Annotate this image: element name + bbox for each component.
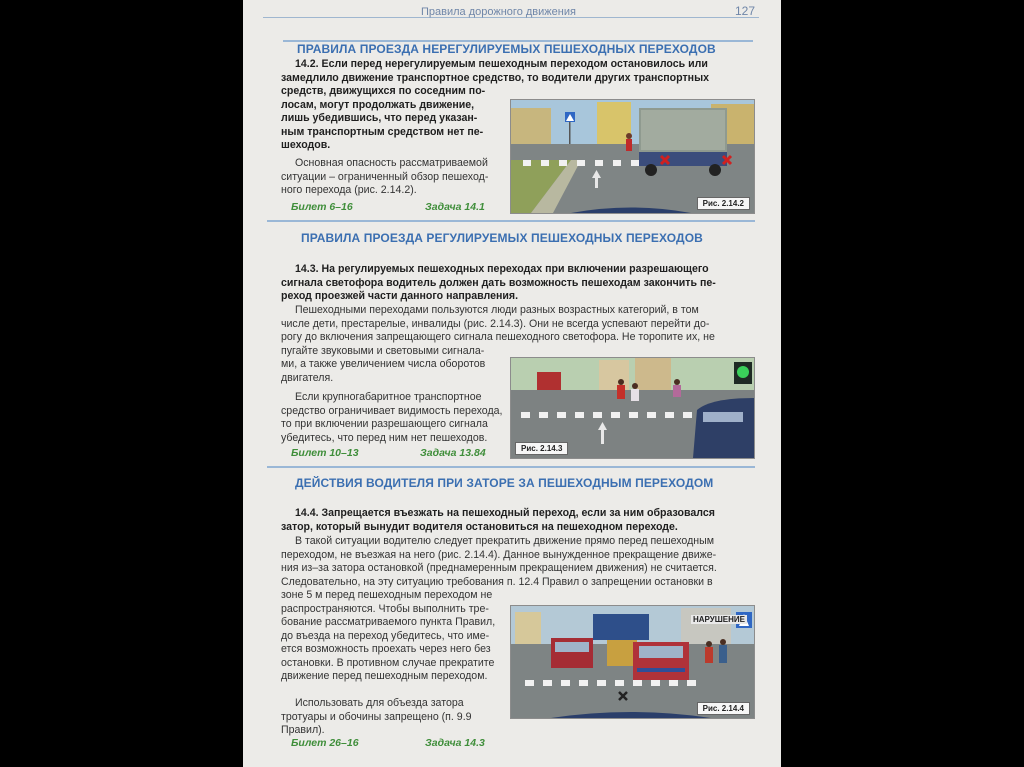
text-line: сигнала светофора водитель должен дать возможность пешеходам закончить пе-: [281, 276, 716, 289]
running-head: [243, 0, 781, 22]
ticket-reference: Билет 6–16: [291, 201, 353, 213]
text-line: ного перехода (рис. 2.14.2).: [281, 184, 417, 196]
text-line: до въезда на переход убедитесь, что име-: [281, 629, 490, 642]
text-line: остановки. В противном случае прекратите: [281, 656, 495, 669]
figure-caption: Рис. 2.14.4: [697, 702, 750, 715]
text-line: шеходов.: [281, 139, 331, 151]
text-line: Использовать для объезда затора: [295, 697, 464, 709]
text-line: ситуации – ограниченный обзор пешеход-: [281, 170, 489, 183]
section1-heading: ПРАВИЛА ПРОЕЗДА НЕРЕГУЛИРУЕМЫХ ПЕШЕХОДНЫХ ПЕРЕХОДОВ: [297, 42, 716, 56]
comment-14-2: [281, 157, 503, 198]
text-line: замедлило движение транспортное средство, то водители других транспортных: [281, 71, 710, 84]
text-line: средств, движущихся по соседним по-: [281, 85, 486, 97]
text-line: пугайте звуковыми и световыми сигнала-: [281, 344, 485, 357]
running-head-title: Правила дорожного движения: [421, 6, 576, 18]
text-line: Пешеходными переходами пользуются люди разных возрастных категорий, в том: [295, 304, 699, 316]
text-line: реход проезжей части данного направления.: [281, 290, 519, 302]
figure-2-14-2: [510, 99, 755, 214]
text-line: бование рассматриваемого пункта Правил,: [281, 616, 496, 628]
text-line: 14.2. Если перед нерегулируемым пешеходным переходом остановилось или: [295, 58, 708, 70]
rule-14-4: [281, 507, 756, 534]
task-reference: Задача 14.3: [425, 737, 485, 749]
textbook-page: [243, 0, 781, 767]
text-line: убедитесь, что перед ним нет пешеходов.: [281, 431, 488, 444]
text-line: ным транспортным средством нет пе-: [281, 125, 484, 138]
violation-label: НАРУШЕНИЕ: [693, 615, 745, 624]
section2-heading: ПРАВИЛА ПРОЕЗДА РЕГУЛИРУЕМЫХ ПЕШЕХОДНЫХ ПЕРЕХОДОВ: [301, 231, 703, 245]
text-line: лосам, могут продолжать движение,: [281, 98, 475, 111]
section-divider: [267, 220, 755, 222]
text-line: движение перед пешеходным переходом.: [281, 670, 488, 682]
figure-2-14-4: [510, 605, 755, 719]
text-line: 14.3. На регулируемых пешеходных переходах при включении разрешающего: [295, 263, 709, 275]
text-line: зоне 5 м перед пешеходным переходом не: [281, 589, 493, 601]
text-line: ется возможность проехать через него без: [281, 643, 491, 655]
text-line: средство ограничивает видимость перехода,: [281, 404, 503, 417]
comment2-14-4: [281, 697, 503, 738]
text-line: Если крупногабаритное транспортное: [295, 391, 482, 403]
text-line: В такой ситуации водителю следует прекратить движение прямо перед пешеходным: [295, 535, 714, 547]
text-line: числе дети, престарелые, инвалиды (рис. 2.14.3). Они не всегда успевают перейти до-: [281, 317, 710, 330]
ticket-reference: Билет 10–13: [291, 447, 359, 459]
text-line: ния из–за затора остановкой (преднамеренным прекращением движения) не считается.: [281, 562, 717, 574]
text-line: 14.4. Запрещается въезжать на пешеходный переход, если за ним образовался: [295, 507, 715, 519]
section-divider: [267, 466, 755, 468]
text-line: распространяются. Чтобы выполнить тре-: [281, 602, 489, 615]
text-line: Следовательно, на эту ситуацию требования п. 12.4 Правил о запрещении остановки в: [281, 575, 713, 588]
text-line: тротуары и обочины запрещено (п. 9.9: [281, 710, 472, 723]
rule-14-3: [281, 263, 756, 304]
figure-2-14-3: [510, 357, 755, 459]
figure-caption: Рис. 2.14.2: [697, 197, 750, 210]
section3-heading: ДЕЙСТВИЯ ВОДИТЕЛЯ ПРИ ЗАТОРЕ ЗА ПЕШЕХОДНЫМ ПЕРЕХОДОМ: [295, 476, 714, 490]
task-reference: Задача 14.1: [425, 201, 485, 213]
text-line: Правил).: [281, 724, 325, 736]
text-line: Основная опасность рассматриваемой: [295, 157, 488, 169]
text-line: двигателя.: [281, 371, 334, 384]
text-line: затор, который вынудит водителя остановиться на пешеходном переходе.: [281, 520, 678, 533]
comment2-14-3: [281, 391, 503, 445]
ticket-reference: Билет 26–16: [291, 737, 359, 749]
task-reference: Задача 13.84: [420, 447, 486, 459]
text-line: лишь убедившись, что перед указан-: [281, 112, 478, 124]
text-line: то при включении разрешающего сигнала: [281, 418, 488, 430]
text-line: рогу до включения запрещающего сигнала пешеходного светофора. Не торопите их, не: [281, 331, 715, 343]
figure-caption: Рис. 2.14.3: [515, 442, 568, 455]
text-line: переходом, не въезжая на него (рис. 2.14.4). Данное вынужденное прекращение движе-: [281, 548, 717, 561]
text-line: ми, а также увеличением числа оборотов: [281, 358, 486, 370]
page-number: 127: [734, 4, 755, 18]
